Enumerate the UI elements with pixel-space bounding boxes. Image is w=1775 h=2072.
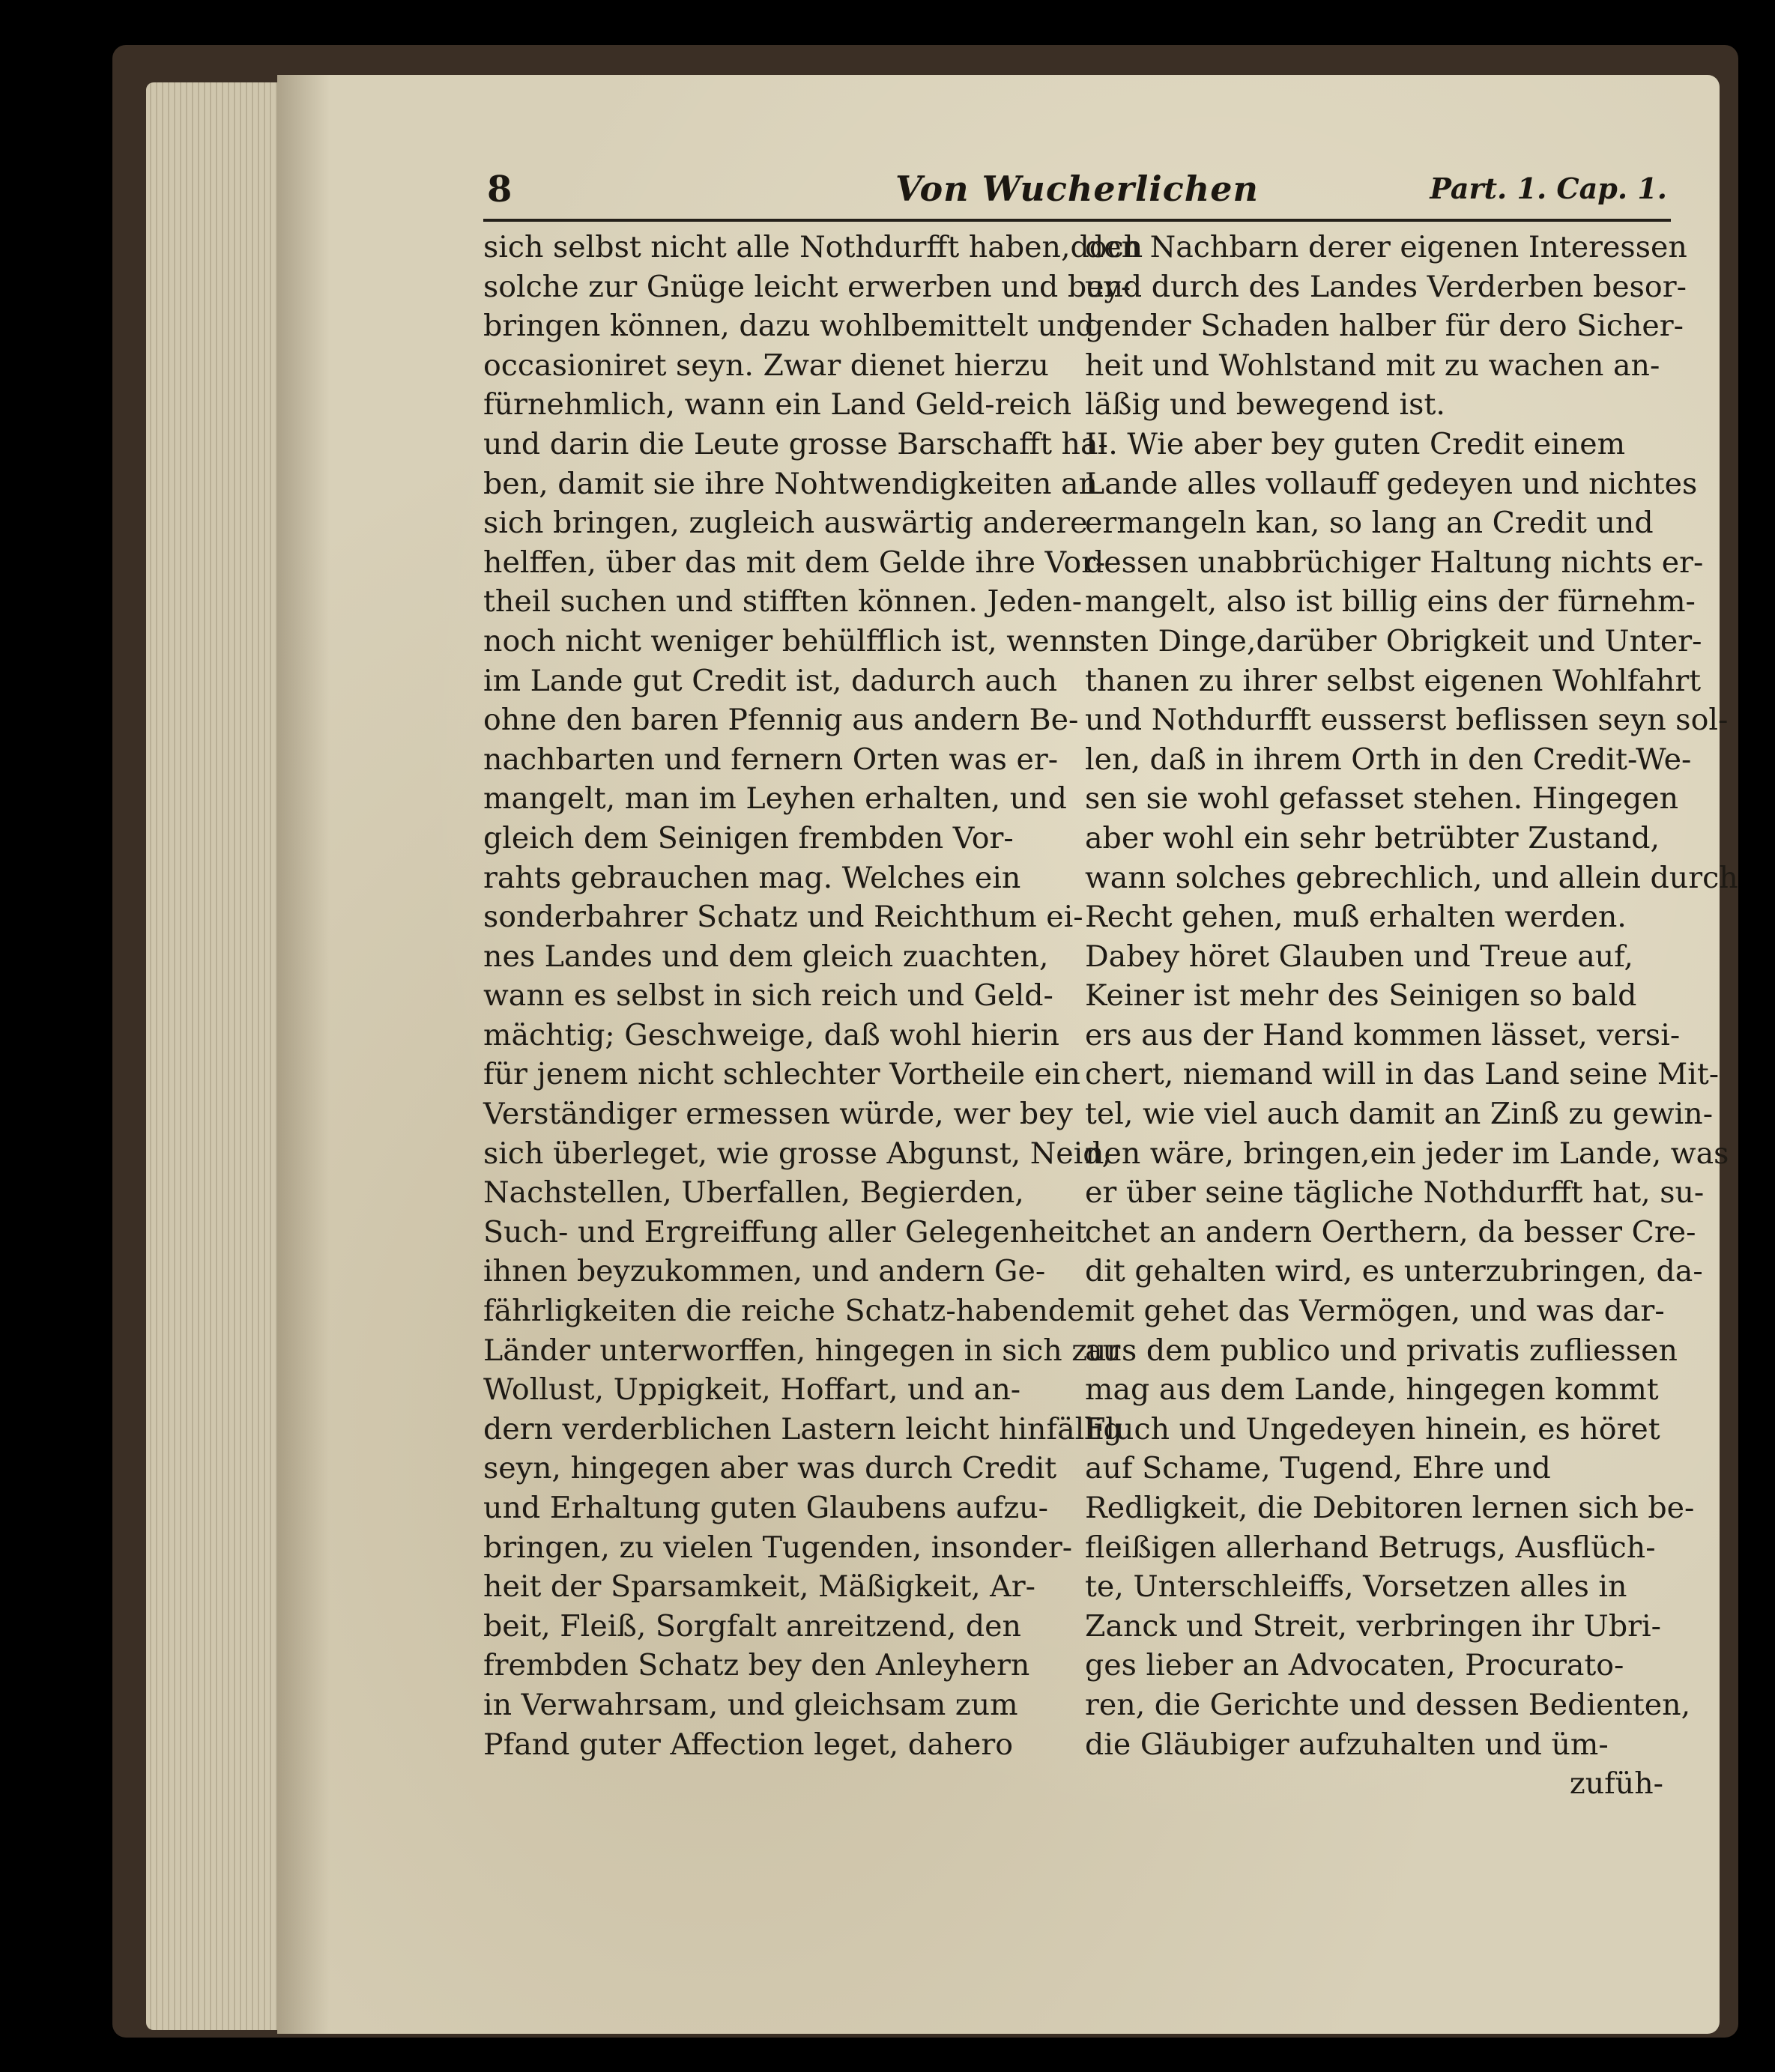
text-line: im Lande gut Credit ist, dadurch auch	[483, 663, 1058, 698]
page-edges	[146, 82, 296, 2030]
text-line: mangelt, man im Leyhen erhalten, und	[483, 781, 1067, 817]
text-line: seyn, hingegen aber was durch Credit	[483, 1451, 1057, 1486]
text-line: sen sie wohl gefasset stehen. Hingegen	[1085, 781, 1679, 817]
text-line: und durch des Landes Verderben besor-	[1085, 269, 1687, 304]
text-line: den Nachbarn derer eigenen Interessen	[1085, 230, 1687, 264]
text-line: heit der Sparsamkeit, Mäßigkeit, Ar-	[483, 1569, 1035, 1605]
text-line: mangelt, also ist billig eins der fürnehm-	[1085, 584, 1696, 620]
text-line: ben, damit sie ihre Nohtwendigkeiten an	[483, 466, 1098, 501]
text-line: beit, Fleiß, Sorgfalt anreitzend, den	[483, 1608, 1021, 1644]
text-line: solche zur Gnüge leicht erwerben und bey-	[483, 269, 1131, 304]
text-line: II. Wie aber bey guten Credit einem	[1085, 426, 1626, 461]
text-line: auf Schame, Tugend, Ehre und	[1085, 1451, 1551, 1486]
text-line: in Verwahrsam, und gleichsam zum	[483, 1687, 1018, 1722]
text-line: fährligkeiten die reiche Schatz-habende	[483, 1294, 1085, 1329]
text-line: te, Unterschleiffs, Vorsetzen alles in	[1085, 1569, 1627, 1605]
text-line: helffen, über das mit dem Gelde ihre Vor-	[483, 545, 1106, 580]
text-line: nes Landes und dem gleich zuachten,	[483, 939, 1049, 974]
text-line: sten Dinge,darüber Obrigkeit und Unter-	[1085, 623, 1702, 658]
text-line: er über seine tägliche Nothdurfft hat, su-	[1085, 1175, 1705, 1211]
text-line: heit und Wohlstand mit zu wachen an-	[1085, 348, 1660, 383]
text-line: Verständiger ermessen würde, wer bey	[483, 1097, 1073, 1132]
left-column	[483, 228, 1143, 1764]
text-line: Recht gehen, muß erhalten werden.	[1085, 900, 1627, 935]
text-line: sich bringen, zugleich auswärtig andere	[483, 506, 1088, 541]
text-line: Länder unterworffen, hingegen in sich zur	[483, 1333, 1121, 1368]
text-line: sich selbst nicht alle Nothdurfft haben,doch	[483, 230, 1143, 264]
text-line: dern verderblichen Lastern leicht hinfällig	[483, 1411, 1122, 1447]
text-line: thanen zu ihrer selbst eigenen Wohlfahrt	[1085, 663, 1702, 698]
text-line: Lande alles vollauff gedeyen und nichtes	[1085, 466, 1698, 501]
right-column	[1085, 228, 1738, 1804]
text-line: ers aus der Hand kommen lässet, versi-	[1085, 1017, 1681, 1052]
text-line: gender Schaden halber für dero Sicher-	[1085, 309, 1684, 344]
text-line: läßig und bewegend ist.	[1085, 387, 1445, 422]
text-line: für jenem nicht schlechter Vortheile ein	[483, 1057, 1081, 1092]
text-line: Keiner ist mehr des Seinigen so bald	[1085, 978, 1637, 1014]
text-line: nen wäre, bringen,ein jeder im Lande, was	[1085, 1136, 1729, 1171]
text-line: aus dem publico und privatis zufliessen	[1085, 1333, 1678, 1368]
text-line: frembden Schatz bey den Anleyhern	[483, 1648, 1030, 1683]
text-line: zufüh-	[1569, 1766, 1663, 1802]
text-line: bringen, zu vielen Tugenden, insonder-	[483, 1530, 1073, 1565]
text-line: bringen können, dazu wohlbemittelt und	[483, 309, 1095, 344]
text-line: Nachstellen, Uberfallen, Begierden,	[483, 1175, 1024, 1211]
text-line: Dabey höret Glauben und Treue auf,	[1085, 939, 1633, 974]
text-line: Redligkeit, die Debitoren lernen sich be-	[1085, 1491, 1695, 1525]
text-line: ohne den baren Pfennig aus andern Be-	[483, 703, 1079, 738]
text-line: ihnen beyzukommen, und andern Ge-	[483, 1254, 1046, 1289]
text-line: und Nothdurfft eusserst beflissen seyn sol-	[1085, 703, 1729, 738]
text-line: mit gehet das Vermögen, und was dar-	[1085, 1294, 1665, 1329]
text-line: ermangeln kan, so lang an Credit und	[1085, 506, 1654, 541]
header-rule	[483, 219, 1671, 222]
text-line: mag aus dem Lande, hingegen kommt	[1085, 1372, 1659, 1408]
text-line: mächtig; Geschweige, daß wohl hierin	[483, 1017, 1059, 1052]
text-line: Such- und Ergreiffung aller Gelegenheit	[483, 1214, 1087, 1249]
text-line: wann solches gebrechlich, und allein durch	[1085, 860, 1738, 895]
text-line: tel, wie viel auch damit an Zinß zu gewin-	[1085, 1097, 1714, 1132]
text-line: und darin die Leute grosse Barschafft ha-	[483, 426, 1108, 461]
text-line: fürnehmlich, wann ein Land Geld-reich	[483, 387, 1072, 422]
text-line: Pfand guter Affection leget, dahero	[483, 1727, 1014, 1762]
text-line: theil suchen und stifften können. Jeden-	[483, 584, 1083, 620]
text-line: len, daß in ihrem Orth in den Credit-We-	[1085, 742, 1692, 777]
text-line: fleißigen allerhand Betrugs, Ausflüch-	[1085, 1530, 1656, 1565]
text-line: Fluch und Ungedeyen hinein, es höret	[1085, 1411, 1660, 1447]
text-line: wann es selbst in sich reich und Geld-	[483, 978, 1053, 1014]
text-line: occasioniret seyn. Zwar dienet hierzu	[483, 348, 1049, 383]
text-line: noch nicht weniger behülfflich ist, wenn	[483, 623, 1088, 658]
text-line: nachbarten und fernern Orten was er-	[483, 742, 1059, 777]
text-line: rahts gebrauchen mag. Welches ein	[483, 860, 1021, 895]
page-number: 8	[487, 169, 512, 210]
text-line: dit gehalten wird, es unterzubringen, da-	[1085, 1254, 1703, 1289]
running-title: Von Wucherlichen	[895, 169, 1259, 209]
text-line: gleich dem Seinigen frembden Vor-	[483, 820, 1014, 855]
part-chapter: Part. 1. Cap. 1.	[1430, 172, 1667, 205]
text-line: dessen unabbrüchiger Haltung nichts er-	[1085, 545, 1704, 580]
text-line: ren, die Gerichte und dessen Bedienten,	[1085, 1687, 1691, 1722]
text-line: ges lieber an Advocaten, Procurato-	[1085, 1648, 1624, 1683]
text-line: die Gläubiger aufzuhalten und üm-	[1085, 1727, 1609, 1762]
text-line: Wollust, Uppigkeit, Hoffart, und an-	[483, 1372, 1021, 1408]
text-line: Zanck und Streit, verbringen ihr Ubri-	[1085, 1608, 1661, 1644]
text-line: chet an andern Oerthern, da besser Cre-	[1085, 1214, 1696, 1249]
text-line: und Erhaltung guten Glaubens aufzu-	[483, 1491, 1048, 1525]
text-line: aber wohl ein sehr betrübter Zustand,	[1085, 820, 1660, 855]
text-line: sich überleget, wie grosse Abgunst, Neid,	[483, 1136, 1112, 1171]
text-line: sonderbahrer Schatz und Reichthum ei-	[483, 900, 1083, 935]
text-line: chert, niemand will in das Land seine Mit-	[1085, 1057, 1720, 1092]
page-header	[487, 169, 1667, 213]
